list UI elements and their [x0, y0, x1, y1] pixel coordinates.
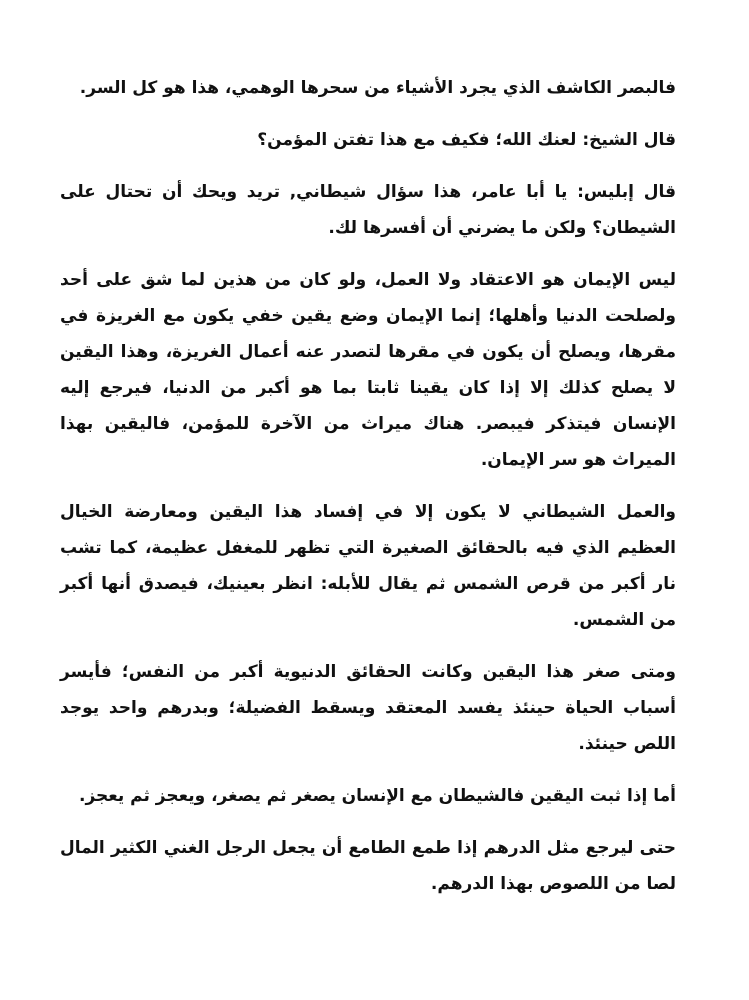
document-page: [60, 70, 676, 918]
paragraph-3: قال إبليس: يا أبا عامر، هذا سؤال شيطاني, تريد ويحك أن تحتال على الشيطان؟ ولكن ما يضرني أن أفسرها لك.: [60, 182, 676, 238]
paragraph-8: حتى ليرجع مثل الدرهم إذا طمع الطامع أن يجعل الرجل الغني الكثير المال لصا من اللصوص بهذا الدرهم.: [60, 838, 676, 894]
paragraph-1: فالبصر الكاشف الذي يجرد الأشياء من سحرها الوهمي، هذا هو كل السر.: [79, 78, 676, 98]
paragraph-5: والعمل الشيطاني لا يكون إلا في إفساد هذا اليقين ومعارضة الخيال العظيم الذي فيه بالحقائق الصغيرة التي تظهر للمغفل عظيمة، كما تشب نار أكبر من قرص الشمس ثم يقال للأبله: انظر بعينيك، فيصدق أنها أكبر من الشمس.: [60, 502, 676, 630]
paragraph-4: ليس الإيمان هو الاعتقاد ولا العمل، ولو كان من هذين لما شق على أحد ولصلحت الدنيا وأهلها؛ إنما الإيمان وضع يقين خفي يكون مع الغريزة في مقرها، ويصلح أن يكون في مقرها لتصدر عنه أعمال الغريزة، وهذا اليقين لا يصلح كذلك إلا إذا كان يقينا ثابتا بما هو أكبر من الدنيا، فيرجع إليه الإنسان فيتذكر فيبصر. هناك ميراث من الآخرة للمؤمن، فاليقين بهذا الميراث هو سر الإيمان.: [60, 270, 676, 470]
paragraph-2: قال الشيخ: لعنك الله؛ فكيف مع هذا تفتن المؤمن؟: [257, 130, 676, 150]
paragraph-6: ومتى صغر هذا اليقين وكانت الحقائق الدنيوية أكبر من النفس؛ فأيسر أسباب الحياة حينئذ يفسد المعتقد ويسقط الفضيلة؛ وبدرهم واحد يوجد اللص حينئذ.: [60, 662, 676, 754]
paragraph-7: أما إذا ثبت اليقين فالشيطان مع الإنسان يصغر ثم يصغر، ويعجز ثم يعجز.: [78, 786, 676, 806]
